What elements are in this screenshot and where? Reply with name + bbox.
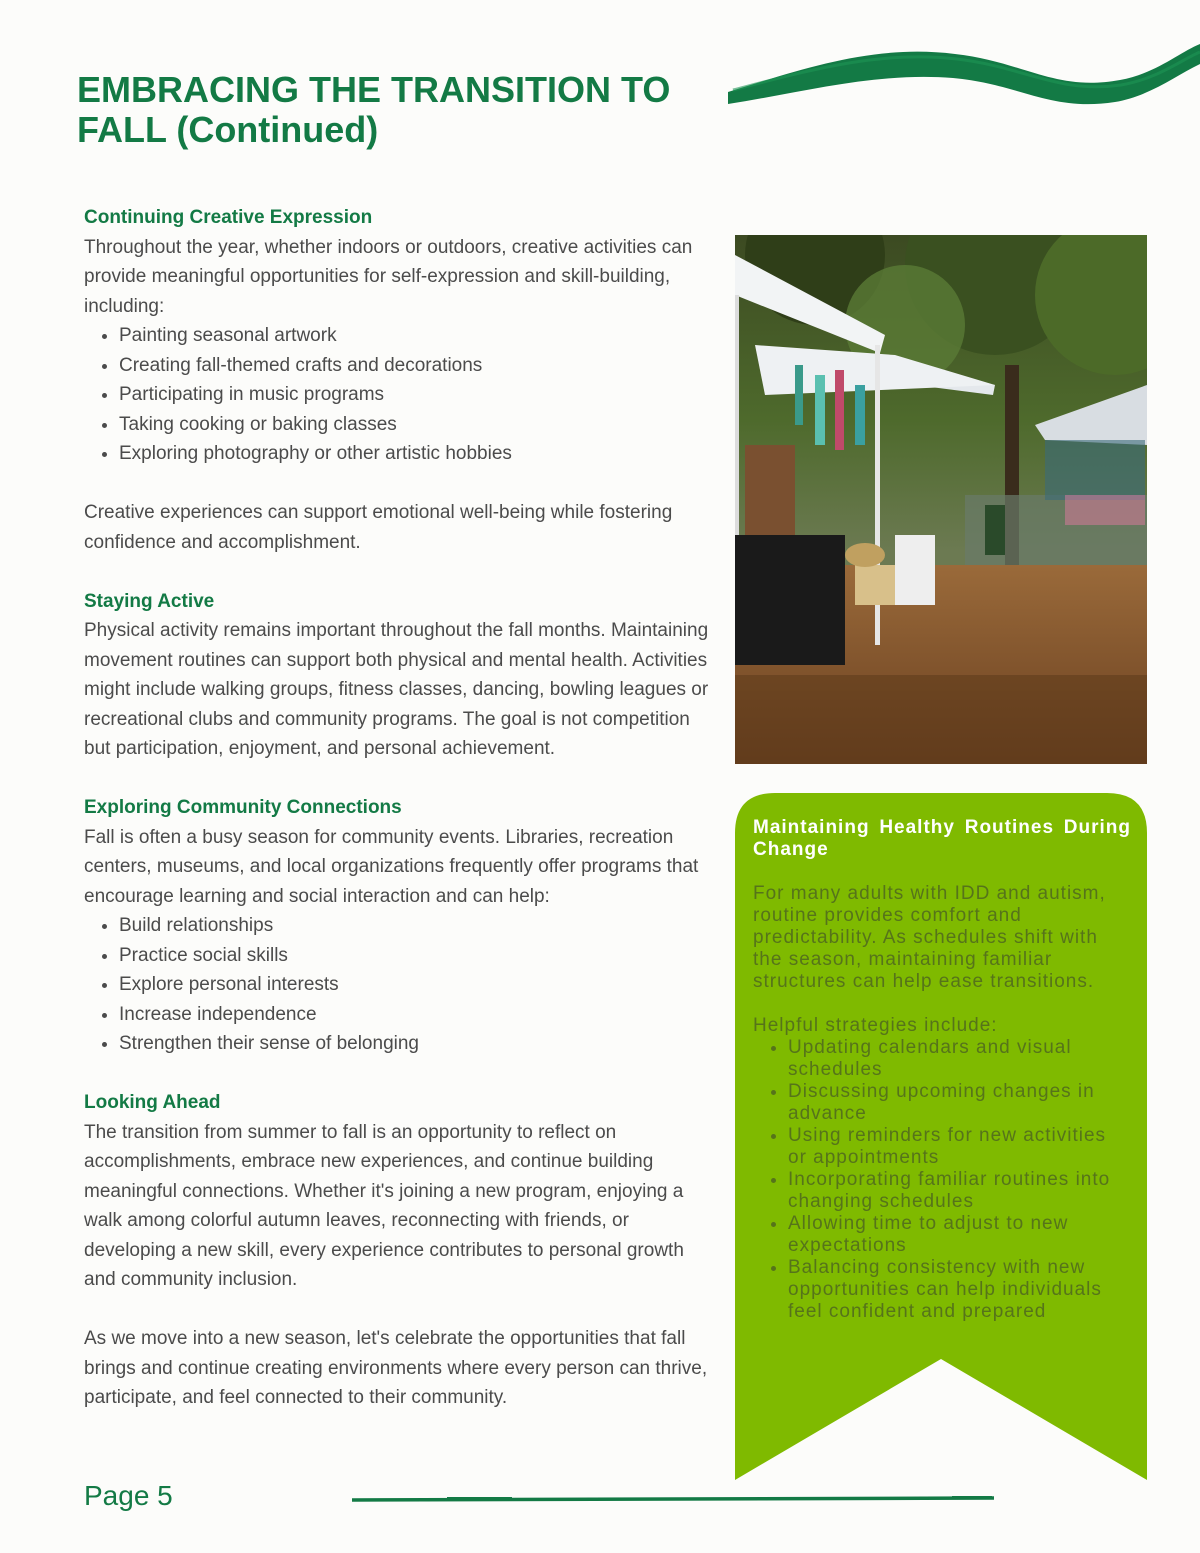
list-item: • Exploring photography or other artistic hobbies <box>119 439 709 469</box>
list-item: • Participating in music programs <box>119 380 709 410</box>
decorative-wave <box>725 30 1200 120</box>
list-item: • Updating calendars and visual schedules <box>788 1037 1131 1081</box>
list-item: • Increase independence <box>119 1000 709 1030</box>
main-column <box>84 203 709 1413</box>
ahead-body-1: The transition from summer to fall is an opportunity to reflect on accomplishments, embrace new experiences, and continue building meaningful connections. Whether it's joining a new program, enjoying a walk among colorful autumn leaves, reconnecting with friends, or developing a new skill, every experience contributes to personal growth and community inclusion. <box>84 1121 684 1290</box>
section-heading-ahead: Looking Ahead <box>84 1092 221 1113</box>
market-photo <box>735 235 1147 764</box>
list-item: • Incorporating familiar routines into changing schedules <box>788 1169 1131 1213</box>
routines-callout <box>735 793 1147 1480</box>
section-heading-active: Staying Active <box>84 590 215 612</box>
list-item: • Strengthen their sense of belonging <box>119 1029 709 1059</box>
list-item: • Allowing time to adjust to new expectations <box>788 1213 1131 1257</box>
section-heading-community: Exploring Community Connections <box>84 797 402 818</box>
callout-strategies-label: Helpful strategies include: <box>753 1015 998 1036</box>
list-item: • Taking cooking or baking classes <box>119 410 709 440</box>
list-item: • Balancing consistency with new opportunities can help individuals feel confident and prepared <box>788 1257 1131 1323</box>
list-item: • Discussing upcoming changes in advance <box>788 1081 1131 1125</box>
list-item: • Using reminders for new activities or appointments <box>788 1125 1131 1169</box>
creative-outro: Creative experiences can support emotional well-being while fostering confidence and accomplishment. <box>84 502 673 553</box>
callout-strategies-list <box>753 1037 1131 1323</box>
callout-intro: For many adults with IDD and autism, routine provides comfort and predictability. As schedules shift with the season, maintaining familiar structures can help ease transitions. <box>753 883 1106 992</box>
page-title: EMBRACING THE TRANSITION TO FALL (Continued) <box>77 69 671 150</box>
footer-rule <box>352 1494 994 1504</box>
creative-list <box>84 321 709 469</box>
list-item: • Practice social skills <box>119 941 709 971</box>
list-item: • Creating fall-themed crafts and decorations <box>119 351 709 381</box>
page-number: Page 5 <box>84 1480 173 1511</box>
community-list <box>84 911 709 1059</box>
list-item: • Build relationships <box>119 911 709 941</box>
creative-intro: Throughout the year, whether indoors or outdoors, creative activities can provide meaningful opportunities for self-expression and skill-building, including: <box>84 236 693 317</box>
section-heading-creative: Continuing Creative Expression <box>84 207 373 228</box>
ahead-body-2: As we move into a new season, let's celebrate the opportunities that fall brings and continue creating environments where every person can thrive, participate, and feel connected to their community. <box>84 1328 708 1408</box>
active-body: Physical activity remains important throughout the fall months. Maintaining movement routines can support both physical and mental health. Activities might include walking groups, fitness classes, dancing, bowling leagues or recreational clubs and community programs. The goal is not competition but participation, enjoyment, and personal achievement. <box>84 620 709 759</box>
list-item: • Painting seasonal artwork <box>119 321 709 351</box>
community-intro: Fall is often a busy season for community events. Libraries, recreation centers, museums, and local organizations frequently offer programs that encourage learning and social interaction and can help: <box>84 826 699 907</box>
callout-heading: Maintaining Healthy Routines During Change <box>753 817 1131 860</box>
list-item: • Explore personal interests <box>119 970 709 1000</box>
